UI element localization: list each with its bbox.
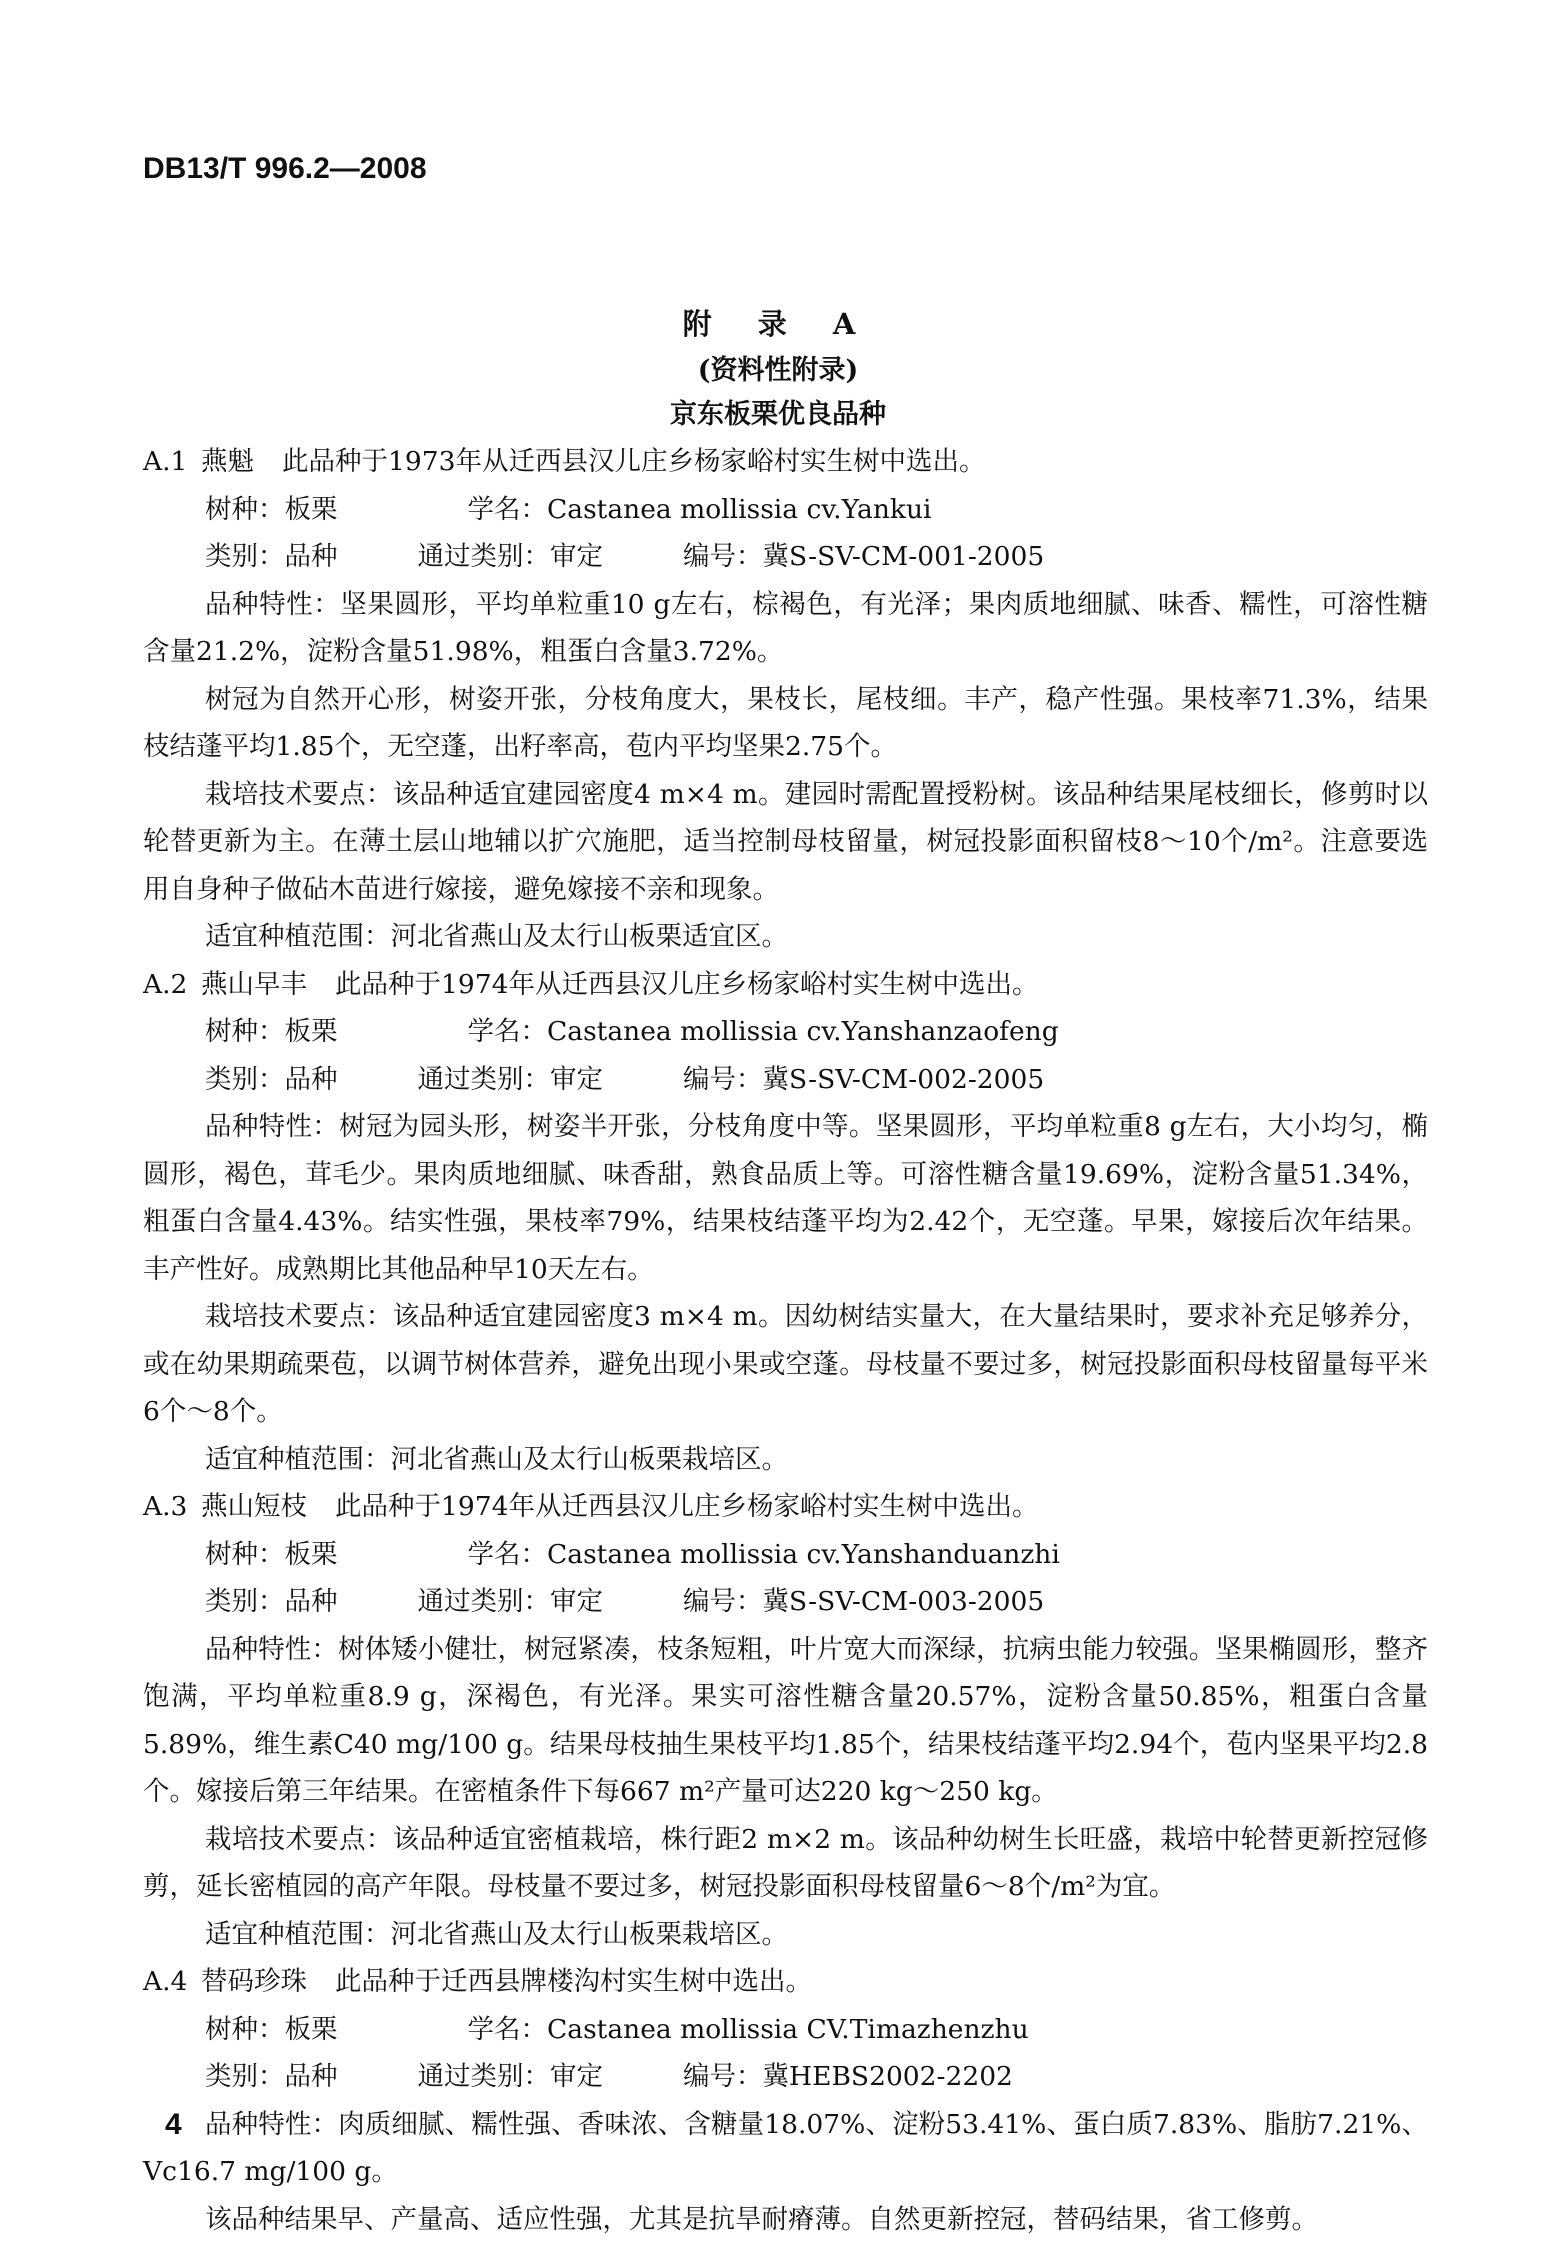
document-body — [143, 438, 1428, 2243]
paragraph: 树冠为自然开心形，树姿开张，分枝角度大，果枝长，尾枝细。丰产，稳产性强。果枝率71.3%，结果枝结蓬平均1.85个，无空蓬，出籽率高，苞内平均坚果2.75个。 — [143, 676, 1428, 771]
paragraph: 品种特性：树冠为园头形，树姿半开张，分枝角度中等。坚果圆形，平均单粒重8 g左右，大小均匀，椭圆形，褐色，茸毛少。果肉质地细腻、味香甜，熟食品质上等。可溶性糖含量19.69%，淀粉含量51.34%，粗蛋白含量4.43%。结实性强，果枝率79%，结果枝结蓬平均为2.42个，无空蓬。早果，嫁接后次年结果。丰产性好。成熟期比其他品种早10天左右。 — [143, 1103, 1428, 1293]
paragraph: 适宜种植范围：河北省燕山及太行山板栗栽培区。 — [143, 1911, 1428, 1959]
appendix-label: 附 录 A — [0, 302, 1556, 343]
section-heading: A.2 燕山早丰 此品种于1974年从迁西县汉儿庄乡杨家峪村实生树中选出。 — [143, 961, 1428, 1009]
species-line: 树种：板栗 学名：Castanea mollissia cv.Yanshanzaofeng — [143, 1008, 1428, 1056]
section-heading: A.4 替码珍珠 此品种于迁西县牌楼沟村实生树中选出。 — [143, 1958, 1428, 2006]
appendix-title: 京东板栗优良品种 — [0, 392, 1556, 431]
species-line: 树种：板栗 学名：Castanea mollissia cv.Yanshanduanzhi — [143, 1531, 1428, 1579]
paragraph: 品种特性：肉质细腻、糯性强、香味浓、含糖量18.07%、淀粉53.41%、蛋白质7.83%、脂肪7.21%、Vc16.7 mg/100 g。 — [143, 2101, 1428, 2196]
document-code: DB13/T 996.2—2008 — [143, 152, 427, 186]
paragraph: 适宜种植范围：河北省燕山及太行山板栗适宜区。 — [143, 913, 1428, 961]
category-line: 类别：品种 通过类别：审定 编号：冀S-SV-CM-001-2005 — [143, 533, 1428, 581]
paragraph: 栽培技术要点：该品种适宜密植栽培，株行距2 m×2 m。该品种幼树生长旺盛，栽培中轮替更新控冠修剪，延长密植园的高产年限。母枝量不要过多，树冠投影面积母枝留量6～8个/m²为宜。 — [143, 1816, 1428, 1911]
page-number: 4 — [165, 2108, 182, 2142]
paragraph: 适宜种植范围：河北省燕山及太行山板栗栽培区。 — [143, 1436, 1428, 1484]
category-line: 类别：品种 通过类别：审定 编号：冀S-SV-CM-002-2005 — [143, 1056, 1428, 1104]
category-line: 类别：品种 通过类别：审定 编号：冀HEBS2002-2202 — [143, 2053, 1428, 2101]
paragraph: 该品种结果早、产量高、适应性强，尤其是抗旱耐瘠薄。自然更新控冠，替码结果，省工修剪。 — [143, 2196, 1428, 2243]
paragraph: 栽培技术要点：该品种适宜建园密度3 m×4 m。因幼树结实量大，在大量结果时，要求补充足够养分，或在幼果期疏栗苞，以调节树体营养，避免出现小果或空蓬。母枝量不要过多，树冠投影面积母枝留量每平米6个～8个。 — [143, 1293, 1428, 1436]
section-heading: A.3 燕山短枝 此品种于1974年从迁西县汉儿庄乡杨家峪村实生树中选出。 — [143, 1483, 1428, 1531]
paragraph: 品种特性：树体矮小健壮，树冠紧凑，枝条短粗，叶片宽大而深绿，抗病虫能力较强。坚果椭圆形，整齐饱满，平均单粒重8.9 g，深褐色，有光泽。果实可溶性糖含量20.57%，淀粉含量50.85%，粗蛋白含量5.89%，维生素C40 mg/100 g。结果母枝抽生果枝平均1.85个，结果枝结蓬平均2.94个，苞内坚果平均2.8个。嫁接后第三年结果。在密植条件下每667 m²产量可达220 kg～250 kg。 — [143, 1626, 1428, 1816]
species-line: 树种：板栗 学名：Castanea mollissia cv.Yankui — [143, 486, 1428, 534]
section-heading: A.1 燕魁 此品种于1973年从迁西县汉儿庄乡杨家峪村实生树中选出。 — [143, 438, 1428, 486]
appendix-subtitle: (资料性附录) — [0, 348, 1556, 387]
category-line: 类别：品种 通过类别：审定 编号：冀S-SV-CM-003-2005 — [143, 1578, 1428, 1626]
paragraph: 品种特性：坚果圆形，平均单粒重10 g左右，棕褐色，有光泽；果肉质地细腻、味香、糯性，可溶性糖含量21.2%，淀粉含量51.98%，粗蛋白含量3.72%。 — [143, 581, 1428, 676]
paragraph: 栽培技术要点：该品种适宜建园密度4 m×4 m。建园时需配置授粉树。该品种结果尾枝细长，修剪时以轮替更新为主。在薄土层山地辅以扩穴施肥，适当控制母枝留量，树冠投影面积留枝8～10个/m²。注意要选用自身种子做砧木苗进行嫁接，避免嫁接不亲和现象。 — [143, 771, 1428, 914]
species-line: 树种：板栗 学名：Castanea mollissia CV.Timazhenzhu — [143, 2006, 1428, 2054]
